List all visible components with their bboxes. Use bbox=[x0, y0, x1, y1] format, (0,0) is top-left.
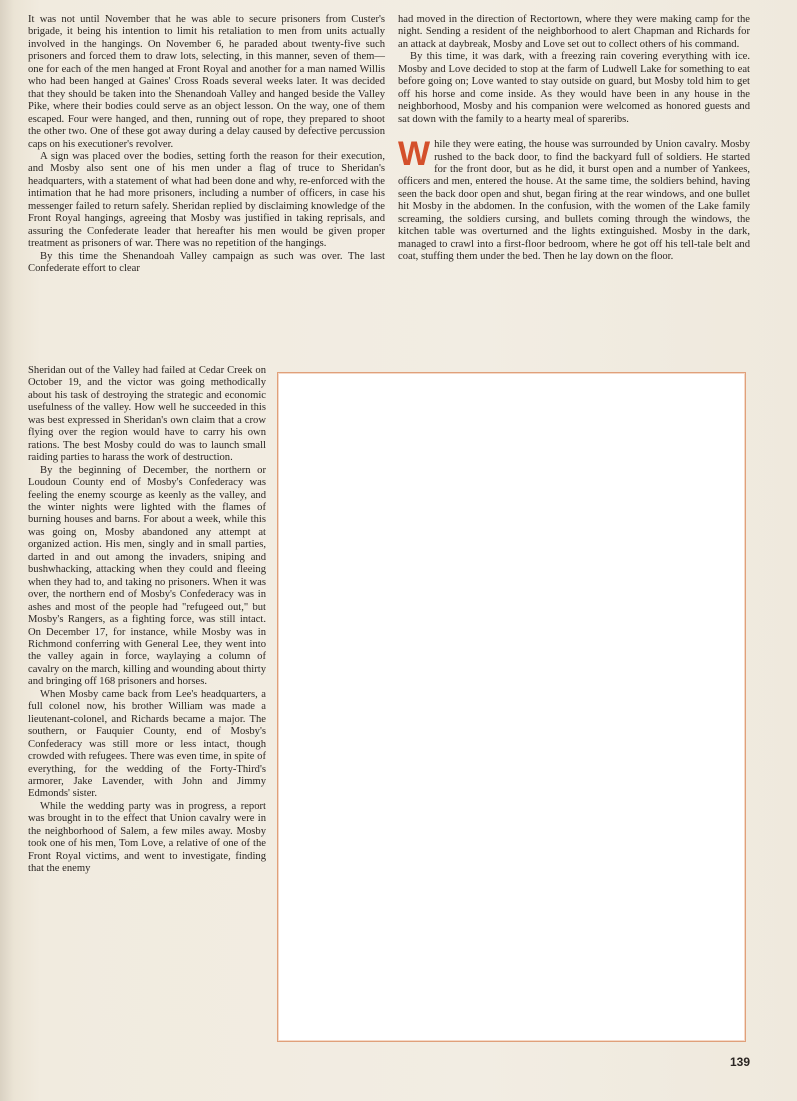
paragraph: By the beginning of December, the northern or Loudoun County end of Mosby's Confederacy was feeling the enemy scourge as keenly as the valley, and the winter nights were lighted with the flames of burning houses and barns. For about a week, while this was going on, Mosby abandoned any attempt at organized action. His men, singly and in small parties, darted in and out among the invaders, sniping and bushwhacking, attacking when they could and fleeing when they had to, and taking no prisoners. When it was over, the northern end of Mosby's Confederacy was in ashes and most of the people had "refugeed out," but Mosby's Rangers, as a fighting force, was still intact. On December 17, for instance, while Mosby was in Richmond conferring with General Lee, they went into the valley again in force, waylaying a column of cavalry on the march, killing and wounding about thirty and bringing off 168 prisoners and horses. bbox=[28, 464, 266, 688]
page-number: 139 bbox=[730, 1055, 751, 1069]
paragraph: While the wedding party was in progress, a report was brought in to the effect that Union cavalry were in the neighborhood of Salem, a few miles away. Mosby took one of his men, Tom Love, a relative of one of the Front Royal victims, and went to investigate, finding that the enemy bbox=[28, 800, 266, 875]
paragraph: Sheridan out of the Valley had failed at Cedar Creek on October 19, and the victor was going methodically about his task of destroying the strategic and economic usefulness of the valley. How well he succeeded in this was best expressed in Sheridan's own claim that a crow flying over the region would have to carry his own rations. The best Mosby could do was to launch small raiding parties to harass the work of destruction. bbox=[28, 365, 266, 464]
right-column bbox=[398, 14, 750, 264]
paragraph: By this time, it was dark, with a freezing rain covering everything with ice. Mosby and Love decided to stop at the farm of Ludwell Lake for something to eat before going on; Love wanted to stay outside on guard, but Mosby told him to get off his horse and come inside. As they would have been in any house in the neighborhood, Mosby and his companion were welcomed as honored guests and sat down with the family to a hearty meal of spareribs. bbox=[398, 51, 750, 125]
paragraph: When Mosby came back from Lee's headquarters, a full colonel now, his brother William was made a lieutenant-colonel, and Richards became a major. The southern, or Fauquier County, end of Mosby's Confederacy was still more or less intact, though crowded with refugees. There was even time, in spite of everything, for the wedding of the Forty-Third's armorer, Jake Lavender, with John and Jimmy Edmonds' sister. bbox=[28, 688, 266, 800]
paragraph: had moved in the direction of Rectortown, where they were making camp for the night. Sending a resident of the neighborhood to alert Chapman and Richards for an attack at daybreak, Mosby and Love set out to collect others of his command. bbox=[398, 14, 750, 50]
left-column-narrow bbox=[28, 365, 266, 876]
drop-cap: W bbox=[398, 135, 431, 174]
left-column-top bbox=[28, 14, 385, 276]
blank-image-frame bbox=[277, 372, 746, 1042]
paragraph: It was not until November that he was able to secure prisoners from Custer's brigade, it being his intention to limit his retaliation to men from units actually involved in the hangings. On November 6, he paraded about twenty-five such prisoners and forced them to draw lots, selecting, in this manner, seven of them—one for each of the men hanged at Front Royal and another for a man named Willis who had been hanged at Gaines' Cross Roads several weeks later. It was decided that they should be taken into the Shenandoah Valley and hanged beside the Valley Pike, where their bodies could serve as an object lesson. On the way, one of them escaped. Four were hanged, and then, running out of rope, they prepared to shoot the other two. One of these got away during a delay caused by defective percussion caps on his executioner's revolver. bbox=[28, 14, 385, 150]
section-text: hile they were eating, the house was surrounded by Union cavalry. Mosby rushed to the back door, to find the backyard full of soldiers. He started for the front door, but as he did, it burst open and a number of Yankees, officers and men, entered the house. At the same time, the soldiers behind, having seen the back door open and shut, began firing at the rear windows, and one bullet hit Mosby in the abdomen. In the confusion, with the women of the Lake family screaming, the soldiers cursing, and bullets coming through the windows, the kitchen table was overturned and the lights extinguished. Mosby in the dark, managed to crawl into a first-floor bedroom, where he got off his tell-tale belt and coat, stuffing them under the bed. Then he lay down on the floor. bbox=[398, 139, 750, 263]
paragraph: By this time the Shenandoah Valley campaign as such was over. The last Confederate effort to clear bbox=[28, 250, 385, 275]
paragraph: A sign was placed over the bodies, setting forth the reason for their execution, and Mosby also sent one of his men under a flag of truce to Sheridan's headquarters, with a statement of what had been done and why, re-enforced with the intimation that he had more prisoners, including a number of officers, in case his messenger failed to return safely. Sheridan replied by disclaiming knowledge of the Front Royal hangings, agreeing that Mosby was justified in taking reprisals, and assuring the Confederate leader that hereafter his men would be given proper treatment as prisoners of war. There was no repetition of the hangings. bbox=[28, 150, 385, 250]
section-paragraph bbox=[398, 135, 750, 264]
